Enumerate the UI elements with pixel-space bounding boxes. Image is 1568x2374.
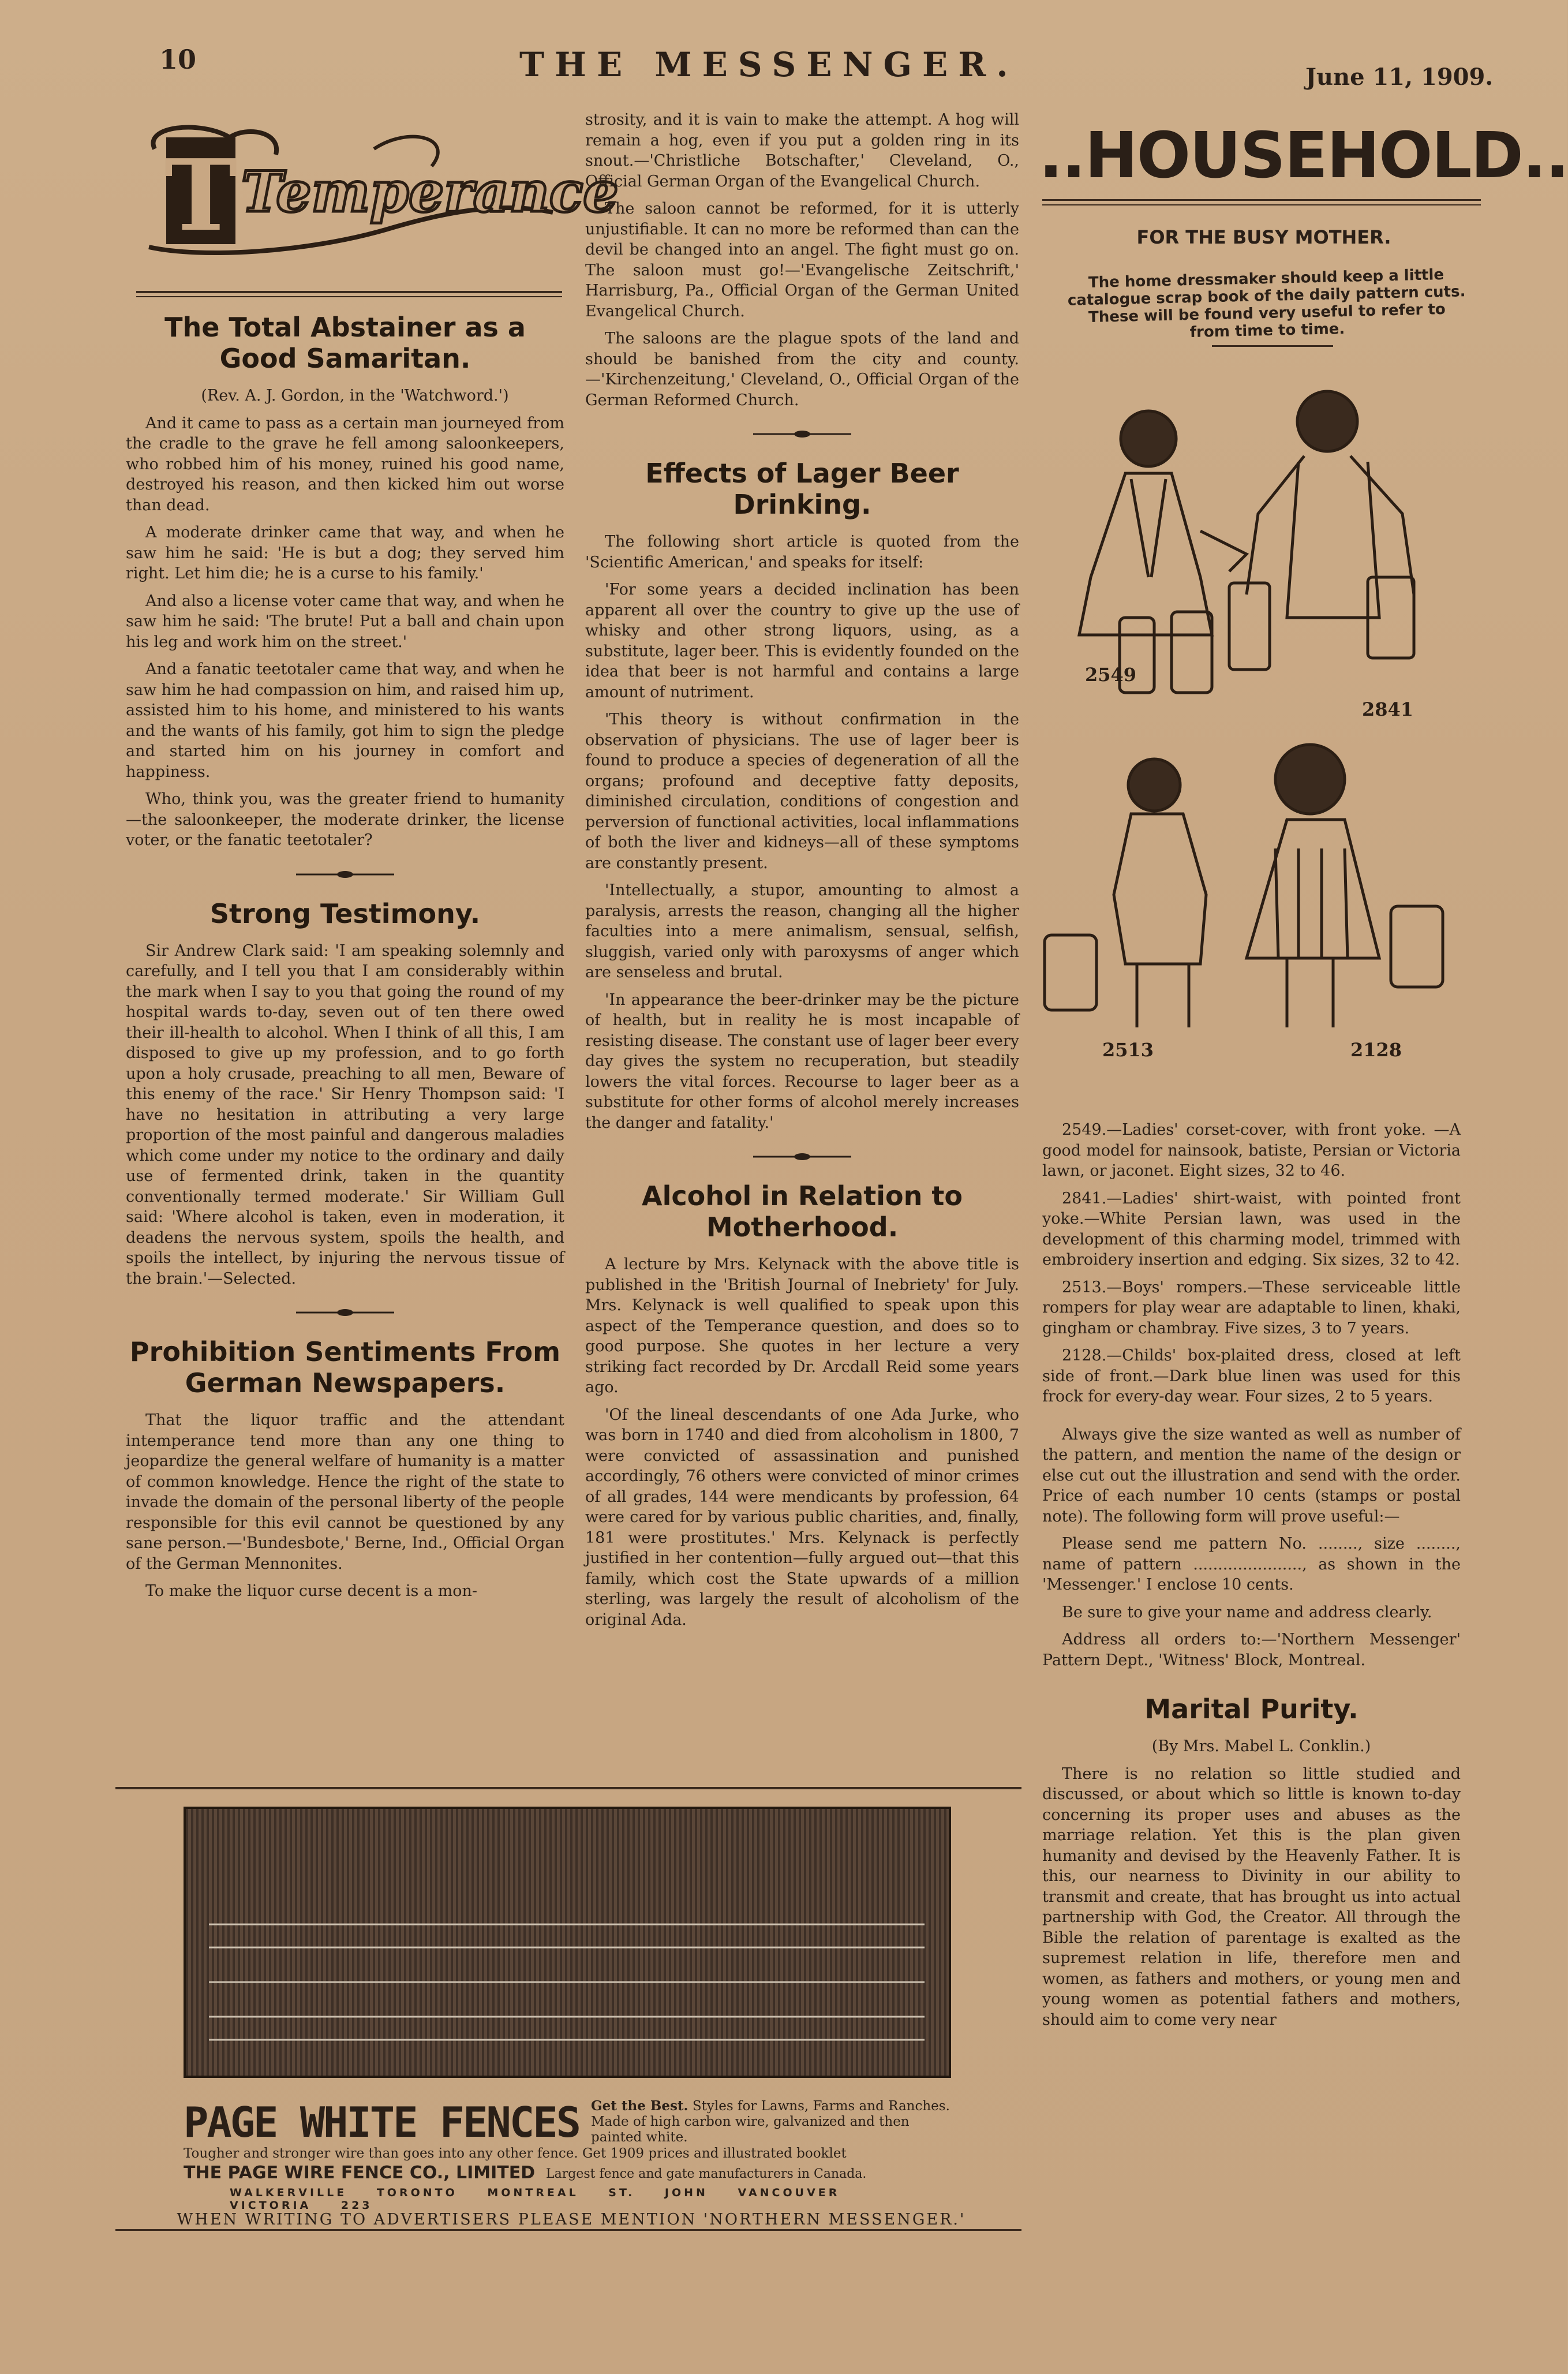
ad-company: THE PAGE WIRE FENCE CO., LIMITED: [184, 2163, 536, 2183]
paragraph: And a fanatic teetotaler came that way, and when he saw him he had compassion on him, and raised him up, assisted him to his home, and ministered to his wants and the wants of his family, got him to sign the pledge and started him on his journey in comfort and happiness.: [126, 660, 564, 781]
paragraph: strosity, and it is vain to make the attempt. A hog will remain a hog, even if you put a golden ring in its snout.—'Christliche Botschafter,' Cleveland, O., Official German Organ of the Evangelical Church.: [585, 111, 1019, 190]
ad-brand: PAGE WHITE FENCES: [184, 2098, 579, 2147]
paragraph: A moderate drinker came that way, and when he saw him he said: 'He is but a dog; they served him right. Let him die; he is a curse to his family.': [126, 524, 564, 582]
paragraph: 'For some years a decided inclination has been apparent all over the country to give up the use of whisky and other strong liquors, using, as a substitute, lager beer. This is evidently founded on the idea that beer is not harmful and contains a large amount of nutriment.: [585, 581, 1019, 701]
order-instructions: Always give the size wanted as well as number of the pattern, and mention the name of the design or else cut out the illustration and send with the order. Price of each number 10 cents (stamps or postal note). The following form will prove useful:—: [1042, 1425, 1461, 1526]
paragraph: The saloons are the plague spots of the land and should be banished from the city and county.—'Kirchenzeitung,' Cleveland, O., Official Organ of the German Reformed Church.: [585, 330, 1019, 409]
paragraph: That the liquor traffic and the attendant intemperance tend more than any one thing to jeopardize the general welfare of humanity is a matter of common knowledge. Hence the right of the state to invade the domain of the personal liberty of the people responsible for this evil cannot be questioned by any sane person.—'Bundesbote,' Berne, Ind., Official Organ of the German Mennonites.: [126, 1411, 564, 1573]
household-note: The home dressmaker should keep a little catalogue scrap book of the daily pattern cuts. These will be found very useful to refer to from time to time.: [1067, 266, 1466, 342]
issue-date: June 11, 1909.: [1305, 63, 1494, 91]
svg-text:T: T: [164, 138, 238, 253]
fig-label-2513: 2513: [1102, 1039, 1154, 1061]
paragraph: There is no relation so little studied and discussed, or about which so little is known to-day concerning its proper uses and abuses as the marriage relation. Yet this is the plan given humanity and devised by the Heavenly Father. It is this, our nearness to Divinity in our ability to transmit and create, that has brought us into actual partnership with God, the Creator. All through the Bible the relation of parentage is exalted as the supremest relation in life, therefore men and women, as fathers and mothers, or young men and young women as potential fathers and mothers, should aim to come very near: [1042, 1764, 1461, 2029]
household-title: ..HOUSEHOLD..: [1039, 118, 1568, 192]
ad-best-text: Styles for Lawns, Farms and Ranches. Made of high carbon wire, galvanized and then painted white.: [591, 2099, 950, 2145]
pattern-description: 2549.—Ladies' corset-cover, with front yoke. —A good model for nainsook, batiste, Persian or Victoria lawn, or jaconet. Eight sizes, 32 to 46.: [1042, 1121, 1461, 1180]
advertiser-footer: WHEN WRITING TO ADVERTISERS PLEASE MENTION 'NORTHERN MESSENGER.': [177, 2211, 966, 2229]
ad-cities: WALKERVILLE TORONTO MONTREAL ST. JOHN VANCOUVER VICTORIA 223: [230, 2186, 840, 2212]
paragraph: Who, think you, was the greater friend to humanity—the saloonkeeper, the moderate drinker, the license voter, or the fanatic teetotaler?: [126, 790, 564, 849]
fig-label-2549: 2549: [1085, 664, 1137, 686]
page-fence-advertisement: [184, 1807, 951, 2212]
column-1: [126, 312, 564, 1609]
ad-best-heading: Get the Best.: [591, 2098, 688, 2114]
byline-conklin: (By Mrs. Mabel L. Conklin.): [1151, 1737, 1371, 1755]
ornament-divider: [753, 1153, 851, 1161]
paragraph: Sir Andrew Clark said: 'I am speaking solemnly and carefully, and I tell you that I am considerably within the mark when I say to you that going the round of my hospital wards to-day, seven out of ten there owed their ill-health to alcohol. When I think of all this, I am disposed to give up my profession, and to go forth upon a holy crusade, preaching to all men, Beware of this enemy of the race.' Sir Henry Thompson said: 'I have no hesitation in attributing a very large proportion of the most painful and dangerous maladies which come under my notice to the ordinary and daily use of fermented drink, taken in the quantity conventionally termed moderate.' Sir William Gull said: 'Where alcohol is taken, even in moderation, it deadens the nervous system, spoils the health, and spoils the intellect, by injuring the nervous tissue of the brain.'—Selected.: [126, 941, 564, 1288]
paragraph: The saloon cannot be reformed, for it is utterly unjustifiable. It can no more be reformed than can the devil be changed into an angel. The fight must go on. The saloon must go!—'Evangelische Zeitschrift,' Harrisburg, Pa., Official Organ of the German United Evangelical Church.: [585, 200, 1019, 320]
order-instructions: Be sure to give your name and address clearly.: [1062, 1603, 1432, 1621]
fashion-illustrations: [1056, 387, 1495, 1091]
byline-gordon: (Rev. A. J. Gordon, in the 'Watchword.'): [201, 387, 509, 405]
fig-label-2841: 2841: [1362, 698, 1414, 720]
paragraph: 'This theory is without confirmation in the observation of physicians. The use of lager beer is found to produce a species of degeneration of all the organs; profound and deceptive fatty deposits, diminished circulation, conditions of congestion and perversion of functional activities, local inflammations of both the liver and kidneys—all of these symptoms are constantly present.: [585, 711, 1019, 872]
order-address: Address all orders to:—'Northern Messenger' Pattern Dept., 'Witness' Block, Montreal.: [1042, 1631, 1461, 1669]
paragraph: A lecture by Mrs. Kelynack with the above title is published in the 'British Journal of Inebriety' for July. Mrs. Kelynack is well qualified to speak upon this aspect of the Temperance question, and does so to good purpose. She quotes in her lecture a very striking fact recorded by Dr. Arcdall Reid some years ago.: [585, 1255, 1019, 1396]
masthead-title: THE MESSENGER.: [519, 45, 1019, 84]
article-title-motherhood: Alcohol in Relation to Motherhood.: [641, 1180, 963, 1243]
fig-label-2128: 2128: [1350, 1039, 1402, 1061]
pattern-description: 2128.—Childs' box-plaited dress, closed at left side of front.—Dark blue linen was used for this frock for every-day wear. Four sizes, 2 to 5 years.: [1042, 1347, 1461, 1405]
article-title-lager-beer: Effects of Lager Beer Drinking.: [645, 458, 959, 520]
article-title-strong-testimony: Strong Testimony.: [209, 898, 481, 929]
page-number: 10: [159, 44, 197, 75]
temperance-logo-text: Temperance: [241, 159, 619, 225]
paragraph: 'Of the lineal descendants of one Ada Jurke, who was born in 1740 and died from alcoholism in 1800, 7 were convicted of assassination and punished accordingly, 76 others were convicted of minor crimes of all grades, 144 were mendicants by profession, 64 were cared for by various public charities, and, finally, 181 were prostitutes.' Mrs. Kelynack is perfectly justified in her contention—fully argued out—that this family, which cost the State upwards of a million sterling, was largely the result of alcoholism of the original Ada.: [585, 1405, 1019, 1629]
column-3: [1042, 1120, 1461, 2037]
temperance-logo: [132, 114, 619, 264]
paragraph: The following short article is quoted from the 'Scientific American,' and speaks for itself:: [585, 533, 1019, 571]
ad-best: [591, 2098, 951, 2145]
paragraph: To make the liquor curse decent is a mon-: [145, 1582, 478, 1600]
fence-photo: [184, 1807, 951, 2078]
ad-tougher: Tougher and stronger wire than goes into any other fence. Get 1909 prices and illustrated booklet: [184, 2146, 847, 2161]
paragraph: 'In appearance the beer-drinker may be the picture of health, but in reality he is most incapable of resisting disease. The constant use of lager beer every day gives the system no recuperation, but steadily lowers the vital forces. Recourse to lager beer as a substitute for other forms of alcohol merely increases the danger and fatality.': [585, 990, 1019, 1132]
ornament-divider: [296, 870, 394, 878]
paragraph: 'Intellectually, a stupor, amounting to almost a paralysis, arrests the reason, changing all the higher faculties into a mere animalism, sensual, selfish, sluggish, varied only with paroxysms of anger which are senseless and brutal.: [585, 881, 1019, 981]
column-2: [585, 110, 1019, 1637]
ornament-divider: [296, 1308, 394, 1317]
pattern-description: 2513.—Boys' rompers.—These serviceable little rompers for play wear are adaptable to linen, khaki, gingham or chambray. Five sizes, 3 to 7 years.: [1042, 1278, 1461, 1337]
household-subtitle: FOR THE BUSY MOTHER.: [1136, 226, 1391, 248]
ornament-divider: [753, 430, 851, 438]
pattern-description: 2841.—Ladies' shirt-waist, with pointed front yoke.—White Persian lawn, was used in the development of this charming model, trimmed with embroidery insertion and edging. Six sizes, 32 to 42.: [1042, 1189, 1461, 1269]
paragraph: And also a license voter came that way, and when he saw him he said: 'The brute! Put a ball and chain upon his leg and work him on the street.': [126, 592, 564, 651]
article-title-good-samaritan: The Total Abstainer as a Good Samaritan.: [164, 312, 526, 374]
article-title-marital-purity: Marital Purity.: [1144, 1693, 1359, 1725]
ad-company-note: Largest fence and gate manufacturers in Canada.: [546, 2167, 867, 2181]
order-form: Please send me pattern No. ........, size ........, name of pattern ......................, as shown in the 'Messenger.' I enclose 10 cents.: [1042, 1535, 1461, 1594]
paragraph: And it came to pass as a certain man journeyed from the cradle to the grave he fell among saloonkeepers, who robbed him of his money, ruined his good name, destroyed his reason, and then kicked him out worse than dead.: [126, 414, 564, 514]
article-title-prohibition: Prohibition Sentiments From German Newspapers.: [129, 1336, 561, 1399]
